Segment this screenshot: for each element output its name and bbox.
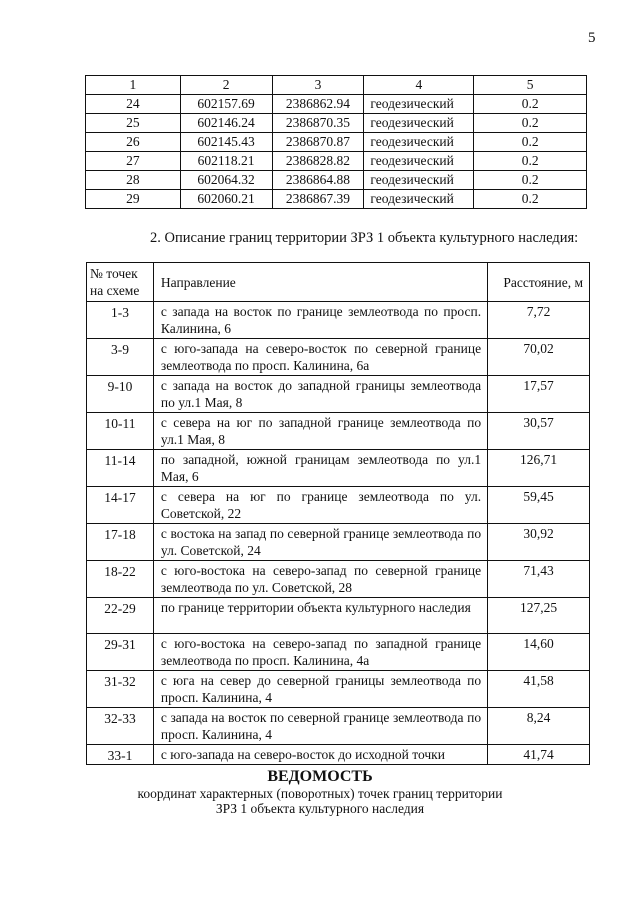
table-cell: 41,58 bbox=[488, 671, 590, 708]
table-cell: по западной, южной границам землеотвода по ул.1 Мая, 6 bbox=[153, 450, 487, 487]
table-cell: 0.2 bbox=[474, 190, 587, 209]
table-cell: 59,45 bbox=[488, 487, 590, 524]
boundary-description-table bbox=[86, 262, 590, 765]
table-cell: 8,24 bbox=[488, 708, 590, 745]
table-cell: 14-17 bbox=[87, 487, 154, 524]
column-header: 5 bbox=[474, 76, 587, 95]
table-cell: 602064.32 bbox=[180, 171, 272, 190]
table-cell: геодезический bbox=[364, 133, 474, 152]
table-cell: 28 bbox=[86, 171, 181, 190]
table-row bbox=[87, 450, 590, 487]
page-number: 5 bbox=[588, 30, 596, 46]
table-cell: 2386870.87 bbox=[272, 133, 364, 152]
table-cell: 41,74 bbox=[488, 745, 590, 765]
table-cell: 0.2 bbox=[474, 95, 587, 114]
table-cell: 602118.21 bbox=[180, 152, 272, 171]
table-row bbox=[87, 302, 590, 339]
table-row bbox=[86, 133, 587, 152]
table-cell: 17-18 bbox=[87, 524, 154, 561]
table-cell: с юго-востока на северо-запад по северной границе землеотвода по ул. Советской, 28 bbox=[153, 561, 487, 598]
table-cell: с юга на север до северной границы землеотвода по просп. Калинина, 4 bbox=[153, 671, 487, 708]
table-cell: 9-10 bbox=[87, 376, 154, 413]
table-cell: с запада на восток до западной границы землеотвода по ул.1 Мая, 8 bbox=[153, 376, 487, 413]
table-header-row bbox=[86, 76, 587, 95]
table-row bbox=[87, 598, 590, 634]
table-cell: 1-3 bbox=[87, 302, 154, 339]
table-cell: 2386864.88 bbox=[272, 171, 364, 190]
table-cell: с юго-запада на северо-восток до исходной точки bbox=[153, 745, 487, 765]
table-row bbox=[87, 745, 590, 765]
table-cell: 127,25 bbox=[488, 598, 590, 634]
table-row bbox=[87, 487, 590, 524]
table-cell: 3-9 bbox=[87, 339, 154, 376]
table-cell: 602145.43 bbox=[180, 133, 272, 152]
table-cell: 126,71 bbox=[488, 450, 590, 487]
table-cell: 17,57 bbox=[488, 376, 590, 413]
vedomost-title: ВЕДОМОСТЬ bbox=[267, 768, 373, 785]
table-cell: 0.2 bbox=[474, 152, 587, 171]
table-cell: 22-29 bbox=[87, 598, 154, 634]
table-cell: 30,92 bbox=[488, 524, 590, 561]
table-cell: 0.2 bbox=[474, 114, 587, 133]
table-cell: с запада на восток по северной границе землеотвода по просп. Калинина, 4 bbox=[153, 708, 487, 745]
table-row bbox=[87, 671, 590, 708]
table-cell: 29 bbox=[86, 190, 181, 209]
table-row bbox=[87, 634, 590, 671]
table-row bbox=[86, 95, 587, 114]
table-cell: геодезический bbox=[364, 114, 474, 133]
table-cell: геодезический bbox=[364, 190, 474, 209]
table-cell: 602060.21 bbox=[180, 190, 272, 209]
table-cell: 29-31 bbox=[87, 634, 154, 671]
vedomost-subtitle-line2: ЗРЗ 1 объекта культурного наследия bbox=[215, 801, 425, 816]
table-cell: 0.2 bbox=[474, 133, 587, 152]
table-cell: 10-11 bbox=[87, 413, 154, 450]
table-cell: 71,43 bbox=[488, 561, 590, 598]
table-cell: 26 bbox=[86, 133, 181, 152]
table-cell: 11-14 bbox=[87, 450, 154, 487]
table-row bbox=[87, 376, 590, 413]
column-header: 1 bbox=[86, 76, 181, 95]
table-cell: 32-33 bbox=[87, 708, 154, 745]
table-row bbox=[87, 339, 590, 376]
vedomost-subtitle-line1: координат характерных (поворотных) точек границ территории bbox=[137, 786, 503, 801]
table-cell: 2386867.39 bbox=[272, 190, 364, 209]
table-cell: 25 bbox=[86, 114, 181, 133]
table-row bbox=[87, 524, 590, 561]
table-row bbox=[86, 152, 587, 171]
table-cell: 27 bbox=[86, 152, 181, 171]
table-header-row bbox=[87, 263, 590, 302]
table-cell: геодезический bbox=[364, 95, 474, 114]
table-cell: 602146.24 bbox=[180, 114, 272, 133]
table-cell: с севера на юг по западной границе землеотвода по ул.1 Мая, 8 bbox=[153, 413, 487, 450]
column-header: 3 bbox=[272, 76, 364, 95]
table-cell: с востока на запад по северной границе землеотвода по ул. Советской, 24 bbox=[153, 524, 487, 561]
table-cell: 2386870.35 bbox=[272, 114, 364, 133]
table-cell: 70,02 bbox=[488, 339, 590, 376]
vedomost-subtitle bbox=[0, 786, 640, 816]
table-cell: 31-32 bbox=[87, 671, 154, 708]
table-cell: 7,72 bbox=[488, 302, 590, 339]
table-cell: геодезический bbox=[364, 171, 474, 190]
table-cell: геодезический bbox=[364, 152, 474, 171]
table-row bbox=[86, 171, 587, 190]
table-cell: 602157.69 bbox=[180, 95, 272, 114]
table-row bbox=[87, 708, 590, 745]
table-cell: с севера на юг по границе землеотвода по ул. Советской, 22 bbox=[153, 487, 487, 524]
table-row bbox=[87, 413, 590, 450]
coordinates-table bbox=[85, 75, 587, 209]
table-cell: 18-22 bbox=[87, 561, 154, 598]
table-cell: 30,57 bbox=[488, 413, 590, 450]
table-cell: 24 bbox=[86, 95, 181, 114]
column-header: Направление bbox=[153, 263, 487, 302]
table-cell: 2386862.94 bbox=[272, 95, 364, 114]
table-cell: по границе территории объекта культурного наследия bbox=[153, 598, 487, 634]
section-title: 2. Описание границ территории ЗРЗ 1 объекта культурного наследия: bbox=[150, 230, 579, 246]
table-cell: с юго-востока на северо-запад по западной границе землеотвода по просп. Калинина, 4а bbox=[153, 634, 487, 671]
table-cell: с запада на восток по границе землеотвода по просп. Калинина, 6 bbox=[153, 302, 487, 339]
table-row bbox=[86, 114, 587, 133]
column-header: 2 bbox=[180, 76, 272, 95]
column-header: 4 bbox=[364, 76, 474, 95]
table-cell: 33-1 bbox=[87, 745, 154, 765]
table-cell: с юго-запада на северо-восток по северной границе землеотвода по просп. Калинина, 6а bbox=[153, 339, 487, 376]
table-row bbox=[87, 561, 590, 598]
table-cell: 0.2 bbox=[474, 171, 587, 190]
table-cell: 14,60 bbox=[488, 634, 590, 671]
table-row bbox=[86, 190, 587, 209]
table-cell: 2386828.82 bbox=[272, 152, 364, 171]
column-header: № точек на схеме bbox=[87, 263, 154, 302]
column-header: Расстояние, м bbox=[488, 263, 590, 302]
